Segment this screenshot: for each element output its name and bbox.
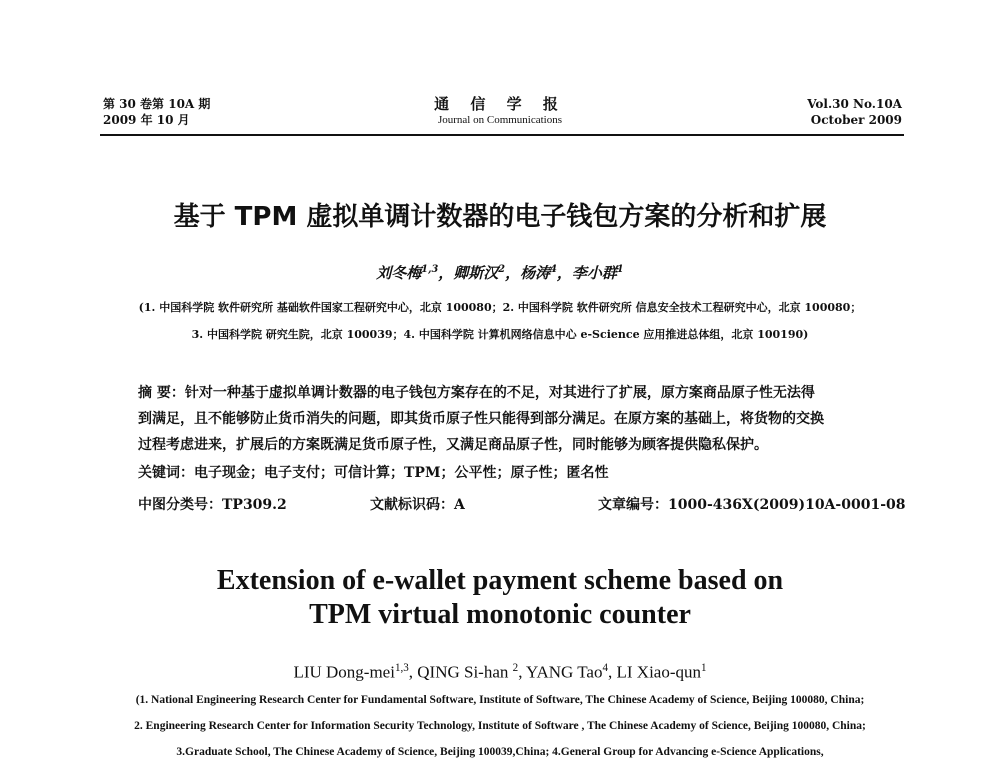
affiliation-cn-line: (1. 中国科学院 软件研究所 基础软件国家工程研究中心，北京 100080；2. 中国科学院 软件研究所 信息安全技术工程研究中心，北京 100080； (138, 301, 862, 314)
author-name: ，李小群 (556, 264, 617, 282)
paper-title-en-line: Extension of e-wallet payment scheme based on (216, 565, 784, 596)
author-name: ，杨涛 (505, 264, 551, 282)
header-rule (100, 134, 904, 136)
keywords-line (138, 462, 608, 482)
paper-title-cn: 基于 TPM 虚拟单调计数器的电子钱包方案的分析和扩展 (173, 202, 827, 232)
authors-en (0, 662, 1000, 683)
journal-name-cn: 通 信 学 报 (434, 95, 566, 113)
author-sup: 1,3 (394, 662, 409, 674)
abstract-line (138, 382, 815, 402)
author-name: ，卿斯汉 (438, 264, 499, 282)
document-code: 文献标识码：A (370, 497, 465, 513)
author-sup: 1 (616, 264, 624, 275)
author-name: , LI Xiao-qun (608, 662, 702, 682)
author-name: LIU Dong-mei (293, 662, 395, 682)
abstract-text: 针对一种基于虚拟单调计数器的电子钱包方案存在的不足，对其进行了扩展，原方案商品原子性无法得 (184, 385, 815, 401)
author-name: , YANG Tao (518, 662, 603, 682)
author-sup: 2 (512, 662, 519, 674)
journal-volume-en (807, 96, 902, 128)
clc-number: 中图分类号：TP309.2 (138, 497, 287, 513)
article-number: 文章编号：1000-436X(2009)10A-0001-08 (598, 497, 906, 513)
date-en: October 2009 (810, 113, 902, 127)
date-cn: 2009 年 10 月 (103, 113, 190, 127)
author-name: 刘冬梅 (376, 264, 422, 282)
affiliation-en-line: 2. Engineering Research Center for Information Security Technology, Institute of Software , The Chinese Academy of Science, Beijing 100080, China; (134, 720, 866, 732)
keywords-text: 电子现金；电子支付；可信计算；TPM；公平性；原子性；匿名性 (194, 465, 609, 481)
authors-cn (0, 262, 1000, 283)
abstract-label: 摘 要： (138, 385, 185, 401)
journal-name-en: Journal on Communications (437, 114, 563, 126)
abstract-line: 到满足，且不能够防止货币消失的问题，即其货币原子性只能得到部分满足。在原方案的基础上，将货物的交换 (138, 411, 824, 427)
affiliation-en-line: 3.Graduate School, The Chinese Academy of Science, Beijing 100039,China; 4.General Group for Advancing e-Science Applications, (176, 746, 824, 758)
volume-issue-cn: 第 30 卷第 10A 期 (103, 97, 211, 111)
volume-issue-en: Vol.30 No.10A (807, 97, 902, 111)
author-name: , QING Si-han (408, 662, 513, 682)
abstract-line: 过程考虑进来，扩展后的方案既满足货币原子性，又满足商品原子性，同时能够为顾客提供隐私保护。 (138, 437, 768, 453)
author-sup: 4 (550, 264, 557, 275)
author-sup: 1,3 (421, 264, 439, 275)
affiliation-en-line: (1. National Engineering Research Center for Fundamental Software, Institute of Software, The Chinese Academy of Science, Beijing 100080, China; (135, 694, 865, 706)
author-sup: 2 (498, 264, 506, 275)
affiliation-cn-line: 3. 中国科学院 研究生院，北京 100039；4. 中国科学院 计算机网络信息中心 e-Science 应用推进总体组，北京 100190) (191, 328, 809, 341)
keywords-label: 关键词： (138, 465, 194, 481)
author-sup: 4 (602, 662, 608, 674)
paper-title-en-line: TPM virtual monotonic counter (309, 599, 691, 630)
author-sup: 1 (701, 662, 707, 674)
